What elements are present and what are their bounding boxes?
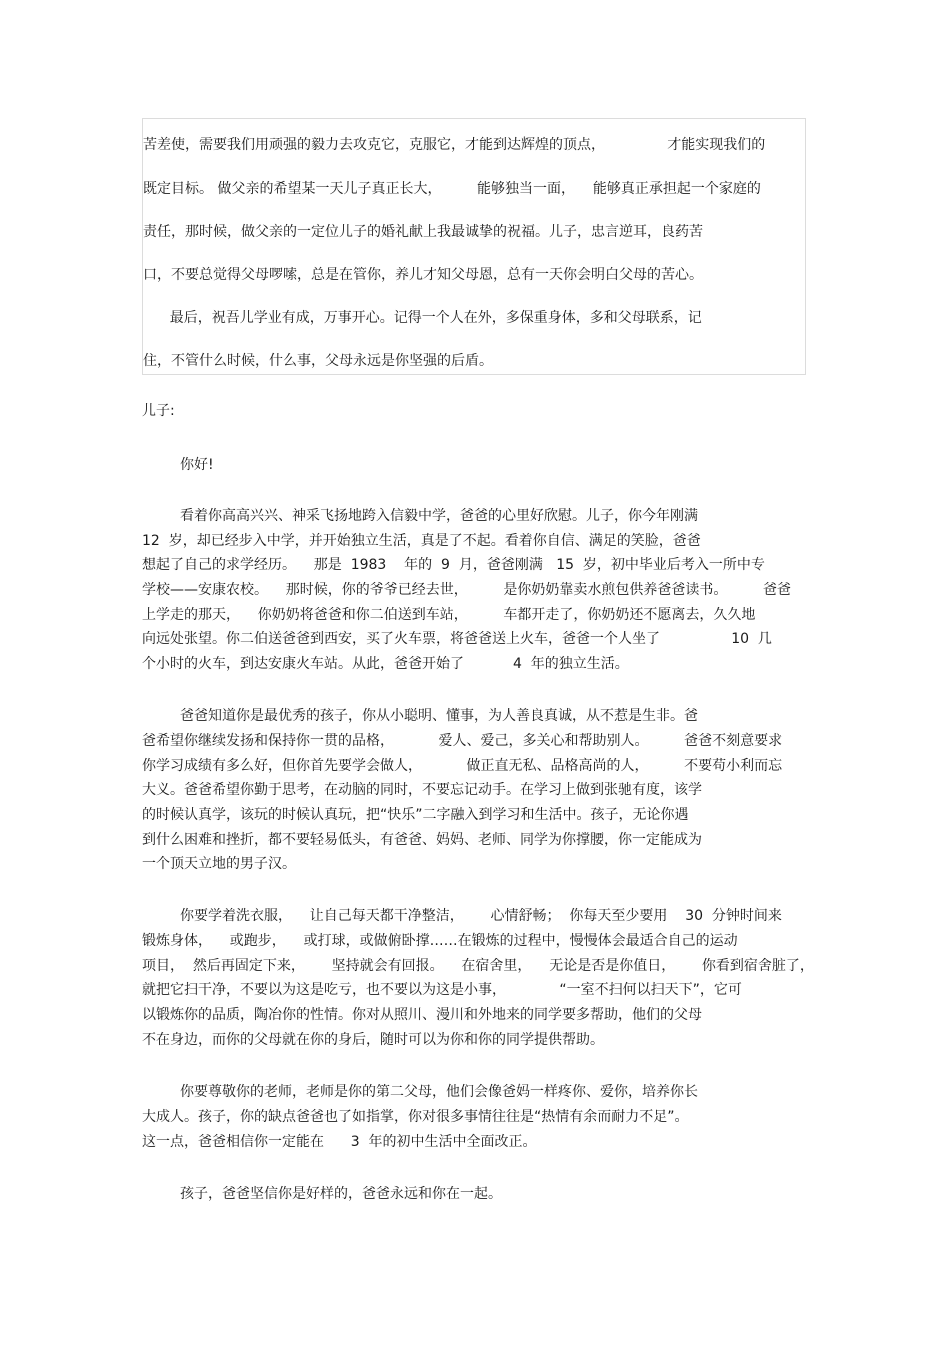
text-line: 你要尊敬你的老师，老师是你的第二父母，他们会像爸妈一样疼你、爱你，培养你长 bbox=[180, 1084, 698, 1100]
text-line: 个小时的火车，到达安康火车站。从此，爸爸开始了 4 年的独立生活。 bbox=[142, 656, 629, 672]
text-line: 以锻炼你的品质，陶冶你的性情。你对从照川、漫川和外地来的同学要多帮助，他们的父母 bbox=[142, 1007, 702, 1023]
text-line: 就把它扫干净，不要以为这是吃亏，也不要以为这是小事， “一室不扫何以扫天下”，它可 bbox=[142, 982, 742, 998]
text-line: 你学习成绩有多么好，但你首先要学会做人， 做正直无私、品格高尚的人， 不要苟小利而忘 bbox=[142, 758, 783, 774]
text-line: 上学走的那天， 你奶奶将爸爸和你二伯送到车站， 车都开走了，你奶奶还不愿离去，久久地 bbox=[142, 607, 756, 623]
text-line: 想起了自己的求学经历。 那是 1983 年的 9 月，爸爸刚满 15 岁，初中毕业后考入一所中专 bbox=[142, 557, 765, 573]
box-line: 既定目标。 做父亲的希望某一天儿子真正长大， 能够独当一面， 能够真正承担起一个家庭的 bbox=[143, 181, 761, 197]
box-line: 最后，祝吾儿学业有成，万事开心。记得一个人在外，多保重身体，多和父母联系，记 bbox=[143, 310, 702, 326]
letter-body bbox=[142, 0, 822, 1345]
text-line: 的时候认真学，该玩的时候认真玩，把“快乐”二字融入到学习和生活中。孩子，无论你遇 bbox=[142, 807, 689, 823]
text-line: 大成人。孩子，你的缺点爸爸也了如指掌，你对很多事情往往是“热情有余而耐力不足”。 bbox=[142, 1109, 689, 1125]
text-line: 爸爸知道你是最优秀的孩子，你从小聪明、懂事，为人善良真诚，从不惹是生非。爸 bbox=[180, 708, 698, 724]
text-line: 向远处张望。你二伯送爸爸到西安，买了火车票，将爸爸送上火车，爸爸一个人坐了 10 几 bbox=[142, 631, 772, 647]
box-line: 责任，那时候，做父亲的一定位儿子的婚礼献上我最诚挚的祝福。儿子，忠言逆耳，良药苦 bbox=[143, 224, 703, 240]
box-line: 苦差使，需要我们用顽强的毅力去攻克它，克服它，才能到达辉煌的顶点， 才能实现我们的 bbox=[143, 137, 766, 153]
text-line: 锻炼身体， 或跑步， 或打球，或做俯卧撑……在锻炼的过程中，慢慢体会最适合自己的运动 bbox=[142, 933, 738, 949]
text-line: 项目， 然后再固定下来， 坚持就会有回报。 在宿舍里， 无论是否是你值日， 你看到宿舍脏了， bbox=[142, 958, 814, 974]
text-line: 大义。爸爸希望你勤于思考，在动脑的同时，不要忘记动手。在学习上做到张驰有度，该学 bbox=[142, 782, 702, 798]
text-line: 爸希望你继续发扬和保持你一贯的品格， 爱人、爱己，多关心和帮助别人。 爸爸不刻意要求 bbox=[142, 733, 783, 749]
greeting: 你好! bbox=[180, 457, 214, 473]
text-line: 孩子，爸爸坚信你是好样的，爸爸永远和你在一起。 bbox=[180, 1186, 502, 1202]
text-line: 学校——安康农校。 那时候，你的爷爷已经去世， 是你奶奶靠卖水煎包供养爸爸读书。 爸爸 bbox=[142, 582, 792, 598]
text-line: 不在身边，而你的父母就在你的身后，随时可以为你和你的同学提供帮助。 bbox=[142, 1032, 604, 1048]
box-line: 口，不要总觉得父母啰嗦，总是在管你，养儿才知父母恩，总有一天你会明白父母的苦心。 bbox=[143, 267, 703, 283]
salutation: 儿子: bbox=[142, 403, 175, 419]
text-line: 一个顶天立地的男子汉。 bbox=[142, 856, 296, 872]
text-line: 这一点，爸爸相信你一定能在 3 年的初中生活中全面改正。 bbox=[142, 1134, 537, 1150]
text-line: 看着你高高兴兴、神采飞扬地跨入信毅中学，爸爸的心里好欣慰。儿子，你今年刚满 bbox=[180, 508, 698, 524]
text-line: 到什么困难和挫折，都不要轻易低头，有爸爸、妈妈、老师、同学为你撑腰，你一定能成为 bbox=[142, 832, 702, 848]
text-line: 你要学着洗衣服， 让自己每天都干净整洁， 心情舒畅； 你每天至少要用 30 分钟时间来 bbox=[180, 908, 782, 924]
text-line: 12 岁，却已经步入中学，并开始独立生活，真是了不起。看着你自信、满足的笑脸，爸爸 bbox=[142, 533, 701, 549]
box-line: 住，不管什么时候，什么事，父母永远是你坚强的后盾。 bbox=[143, 353, 493, 369]
